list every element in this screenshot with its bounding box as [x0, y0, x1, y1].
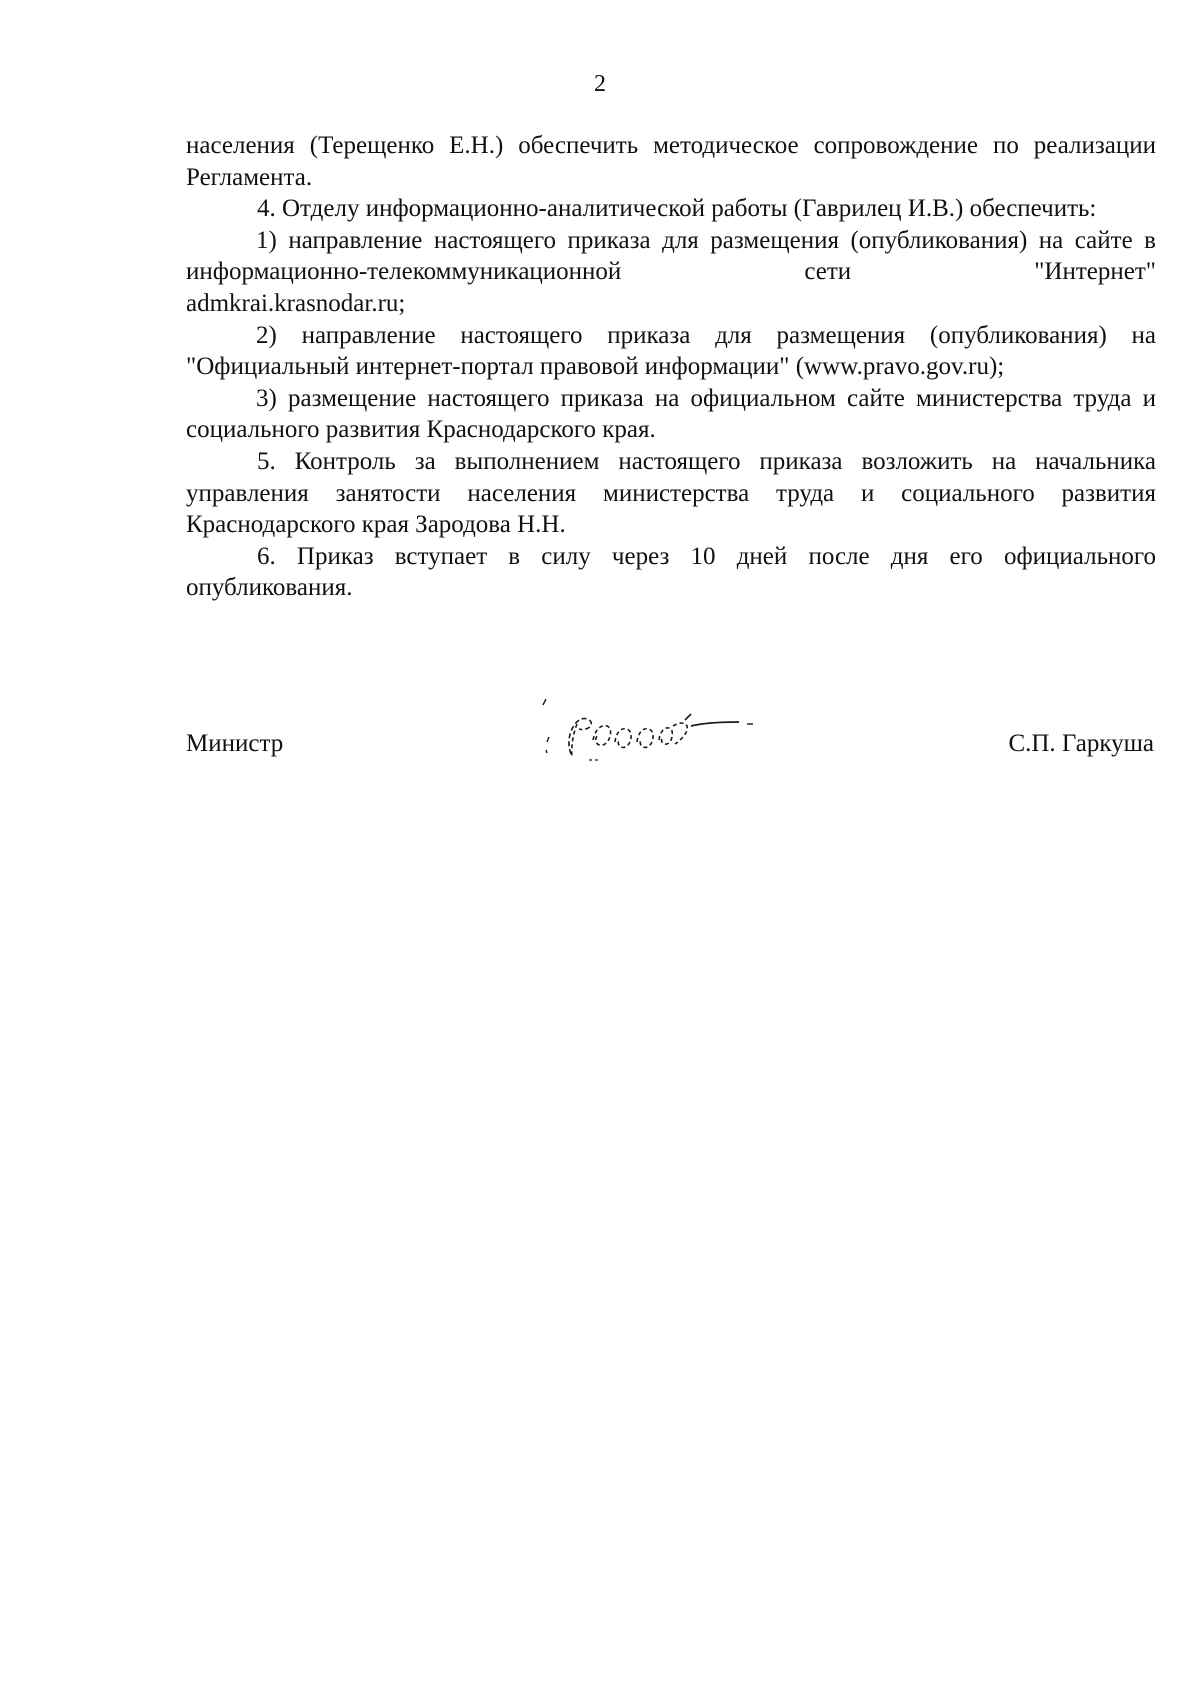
- list-item-3: 3) размещение настоящего приказа на официальном сайте министерства труда и социального развития Краснодарского края.: [186, 384, 1156, 444]
- signer-title: Министр: [186, 730, 284, 757]
- paragraph-item-6: 6. Приказ вступает в силу через 10 дней после дня его официального опубликования.: [186, 542, 1156, 602]
- list-item-1: 1) направление настоящего приказа для размещения (опубликования) на сайте в информационно-телекоммуникационной сети "Интернет": [186, 226, 1156, 286]
- signature-block: [186, 720, 1154, 760]
- document-body: [186, 130, 1156, 604]
- list-item-1-url: admkrai.krasnodar.ru;: [186, 289, 406, 317]
- page-number: 2: [594, 71, 606, 97]
- paragraph-item-5: 5. Контроль за выполнением настоящего приказа возложить на начальника управления занятости населения министерства труда и социального развития Краснодарского края Зародова Н.Н.: [186, 447, 1156, 539]
- signer-name: С.П. Гаркуша: [1008, 730, 1154, 757]
- handwritten-signature: [533, 680, 783, 770]
- paragraph-continuation: населения (Терещенко Е.Н.) обеспечить методическое сопровождение по реализации Регламента.: [186, 132, 1156, 191]
- list-item-2: 2) направление настоящего приказа для размещения (опубликования) на "Официальный интернет-портал правовой информации" (www.pravo.gov.ru);: [186, 321, 1156, 381]
- paragraph-item-4: 4. Отделу информационно-аналитической работы (Гаврилец И.В.) обеспечить:: [257, 195, 1097, 223]
